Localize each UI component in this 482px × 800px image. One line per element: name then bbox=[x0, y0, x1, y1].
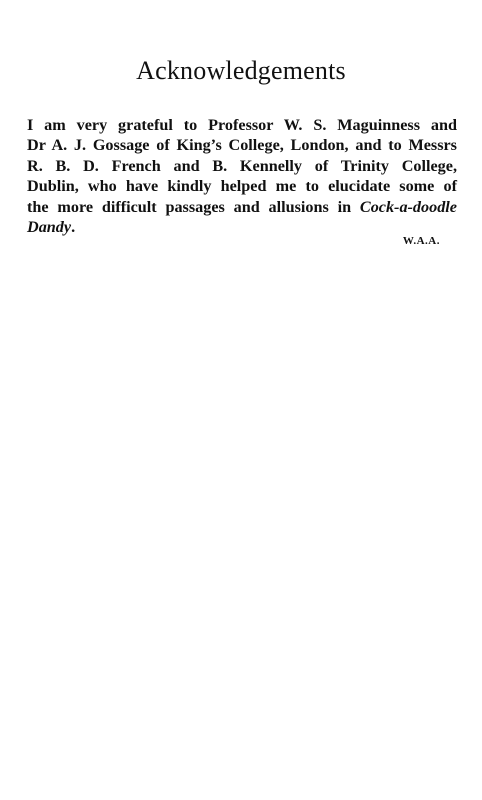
paragraph-line-4: Dublin, who have kindly helped me to elucidate some of bbox=[27, 177, 457, 196]
play-title-part-1: Cock-a-doodle bbox=[359, 197, 457, 216]
paragraph-line-5-text: the more difficult passages and allusions in bbox=[27, 197, 360, 216]
paragraph-line-6 bbox=[27, 217, 457, 237]
paragraph-line-5 bbox=[27, 197, 457, 217]
author-initials: W.A.A. bbox=[402, 235, 440, 247]
paragraph-line-2: Dr A. J. Gossage of King’s College, London, and to Messrs bbox=[27, 136, 457, 155]
page-title: Acknowledgements bbox=[136, 56, 346, 85]
play-title-part-2: Dandy bbox=[27, 218, 72, 237]
paragraph-line-1: I am very grateful to Professor W. S. Maguinness and bbox=[27, 116, 457, 134]
acknowledgements-paragraph bbox=[27, 115, 457, 237]
paragraph-line-3: R. B. D. French and B. Kennelly of Trinity College, bbox=[27, 156, 457, 175]
paragraph-line-6-end: . bbox=[71, 218, 76, 237]
